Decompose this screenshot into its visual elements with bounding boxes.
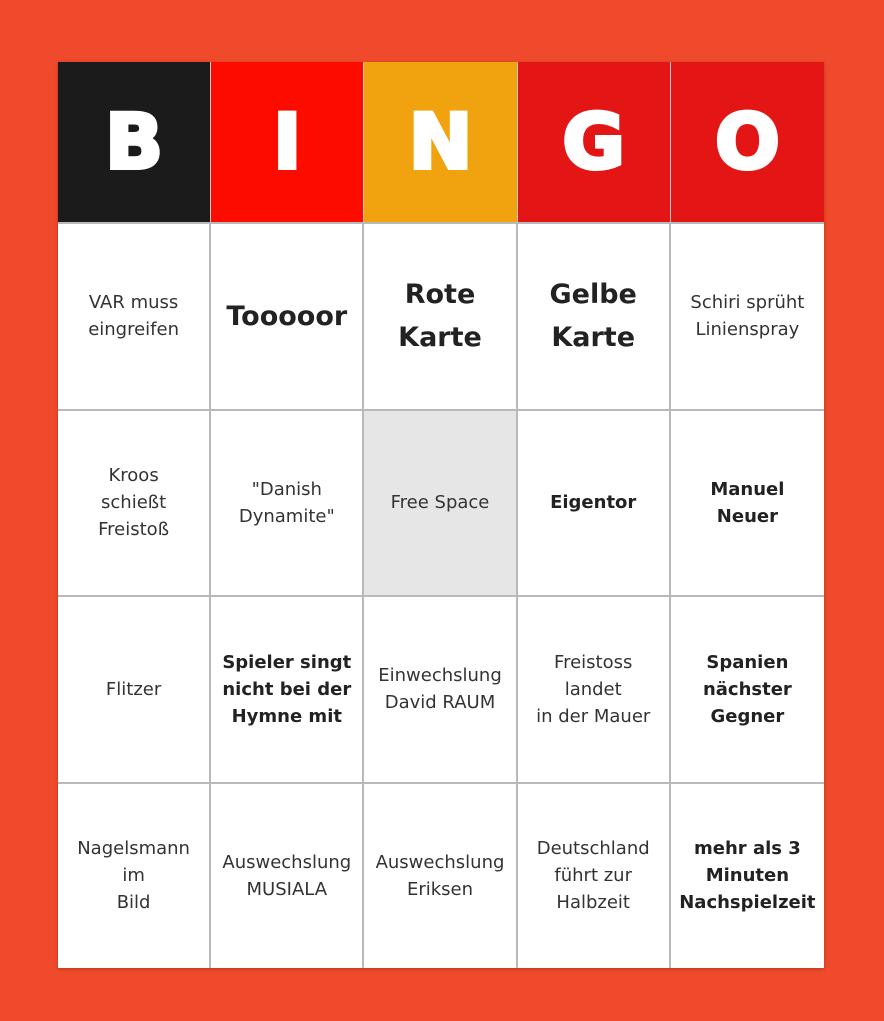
header-letter-o	[671, 62, 824, 222]
header-letter-n	[364, 62, 517, 222]
letter-i: I	[273, 97, 302, 186]
bingo-cell[interactable]: Kroos schießt Freistoß	[58, 409, 211, 596]
free-space-cell[interactable]: Free Space	[364, 409, 517, 596]
header-letter-i	[211, 62, 364, 222]
bingo-cell[interactable]: Schiri sprüht Linienspray	[671, 222, 824, 409]
bingo-cell[interactable]: Nagelsmann im Bild	[58, 782, 211, 969]
letter-n: N	[408, 97, 473, 186]
bingo-cell[interactable]: Freistoss landet in der Mauer	[518, 595, 671, 782]
bingo-cell[interactable]: Spanien nächster Gegner	[671, 595, 824, 782]
bingo-cell[interactable]: Auswechslung MUSIALA	[211, 782, 364, 969]
bingo-header	[58, 62, 824, 222]
bingo-card	[58, 62, 824, 968]
header-letter-g	[518, 62, 671, 222]
bingo-cell[interactable]: Spieler singt nicht bei der Hymne mit	[211, 595, 364, 782]
bingo-cell[interactable]: VAR muss eingreifen	[58, 222, 211, 409]
bingo-cell[interactable]: Eigentor	[518, 409, 671, 596]
bingo-cell[interactable]: Manuel Neuer	[671, 409, 824, 596]
bingo-cell[interactable]: Flitzer	[58, 595, 211, 782]
letter-o: O	[715, 97, 780, 186]
bingo-cell[interactable]: Tooooor	[211, 222, 364, 409]
bingo-cell[interactable]: Deutschland führt zur Halbzeit	[518, 782, 671, 969]
letter-b: B	[105, 97, 164, 186]
bingo-cell[interactable]: Auswechslung Eriksen	[364, 782, 517, 969]
bingo-cell[interactable]: Einwechslung David RAUM	[364, 595, 517, 782]
bingo-cell[interactable]: Rote Karte	[364, 222, 517, 409]
letter-g: G	[562, 97, 625, 186]
bingo-cell[interactable]: "Danish Dynamite"	[211, 409, 364, 596]
bingo-grid	[58, 222, 824, 968]
header-letter-b	[58, 62, 211, 222]
bingo-cell[interactable]: mehr als 3 Minuten Nachspielzeit	[671, 782, 824, 969]
bingo-cell[interactable]: Gelbe Karte	[518, 222, 671, 409]
